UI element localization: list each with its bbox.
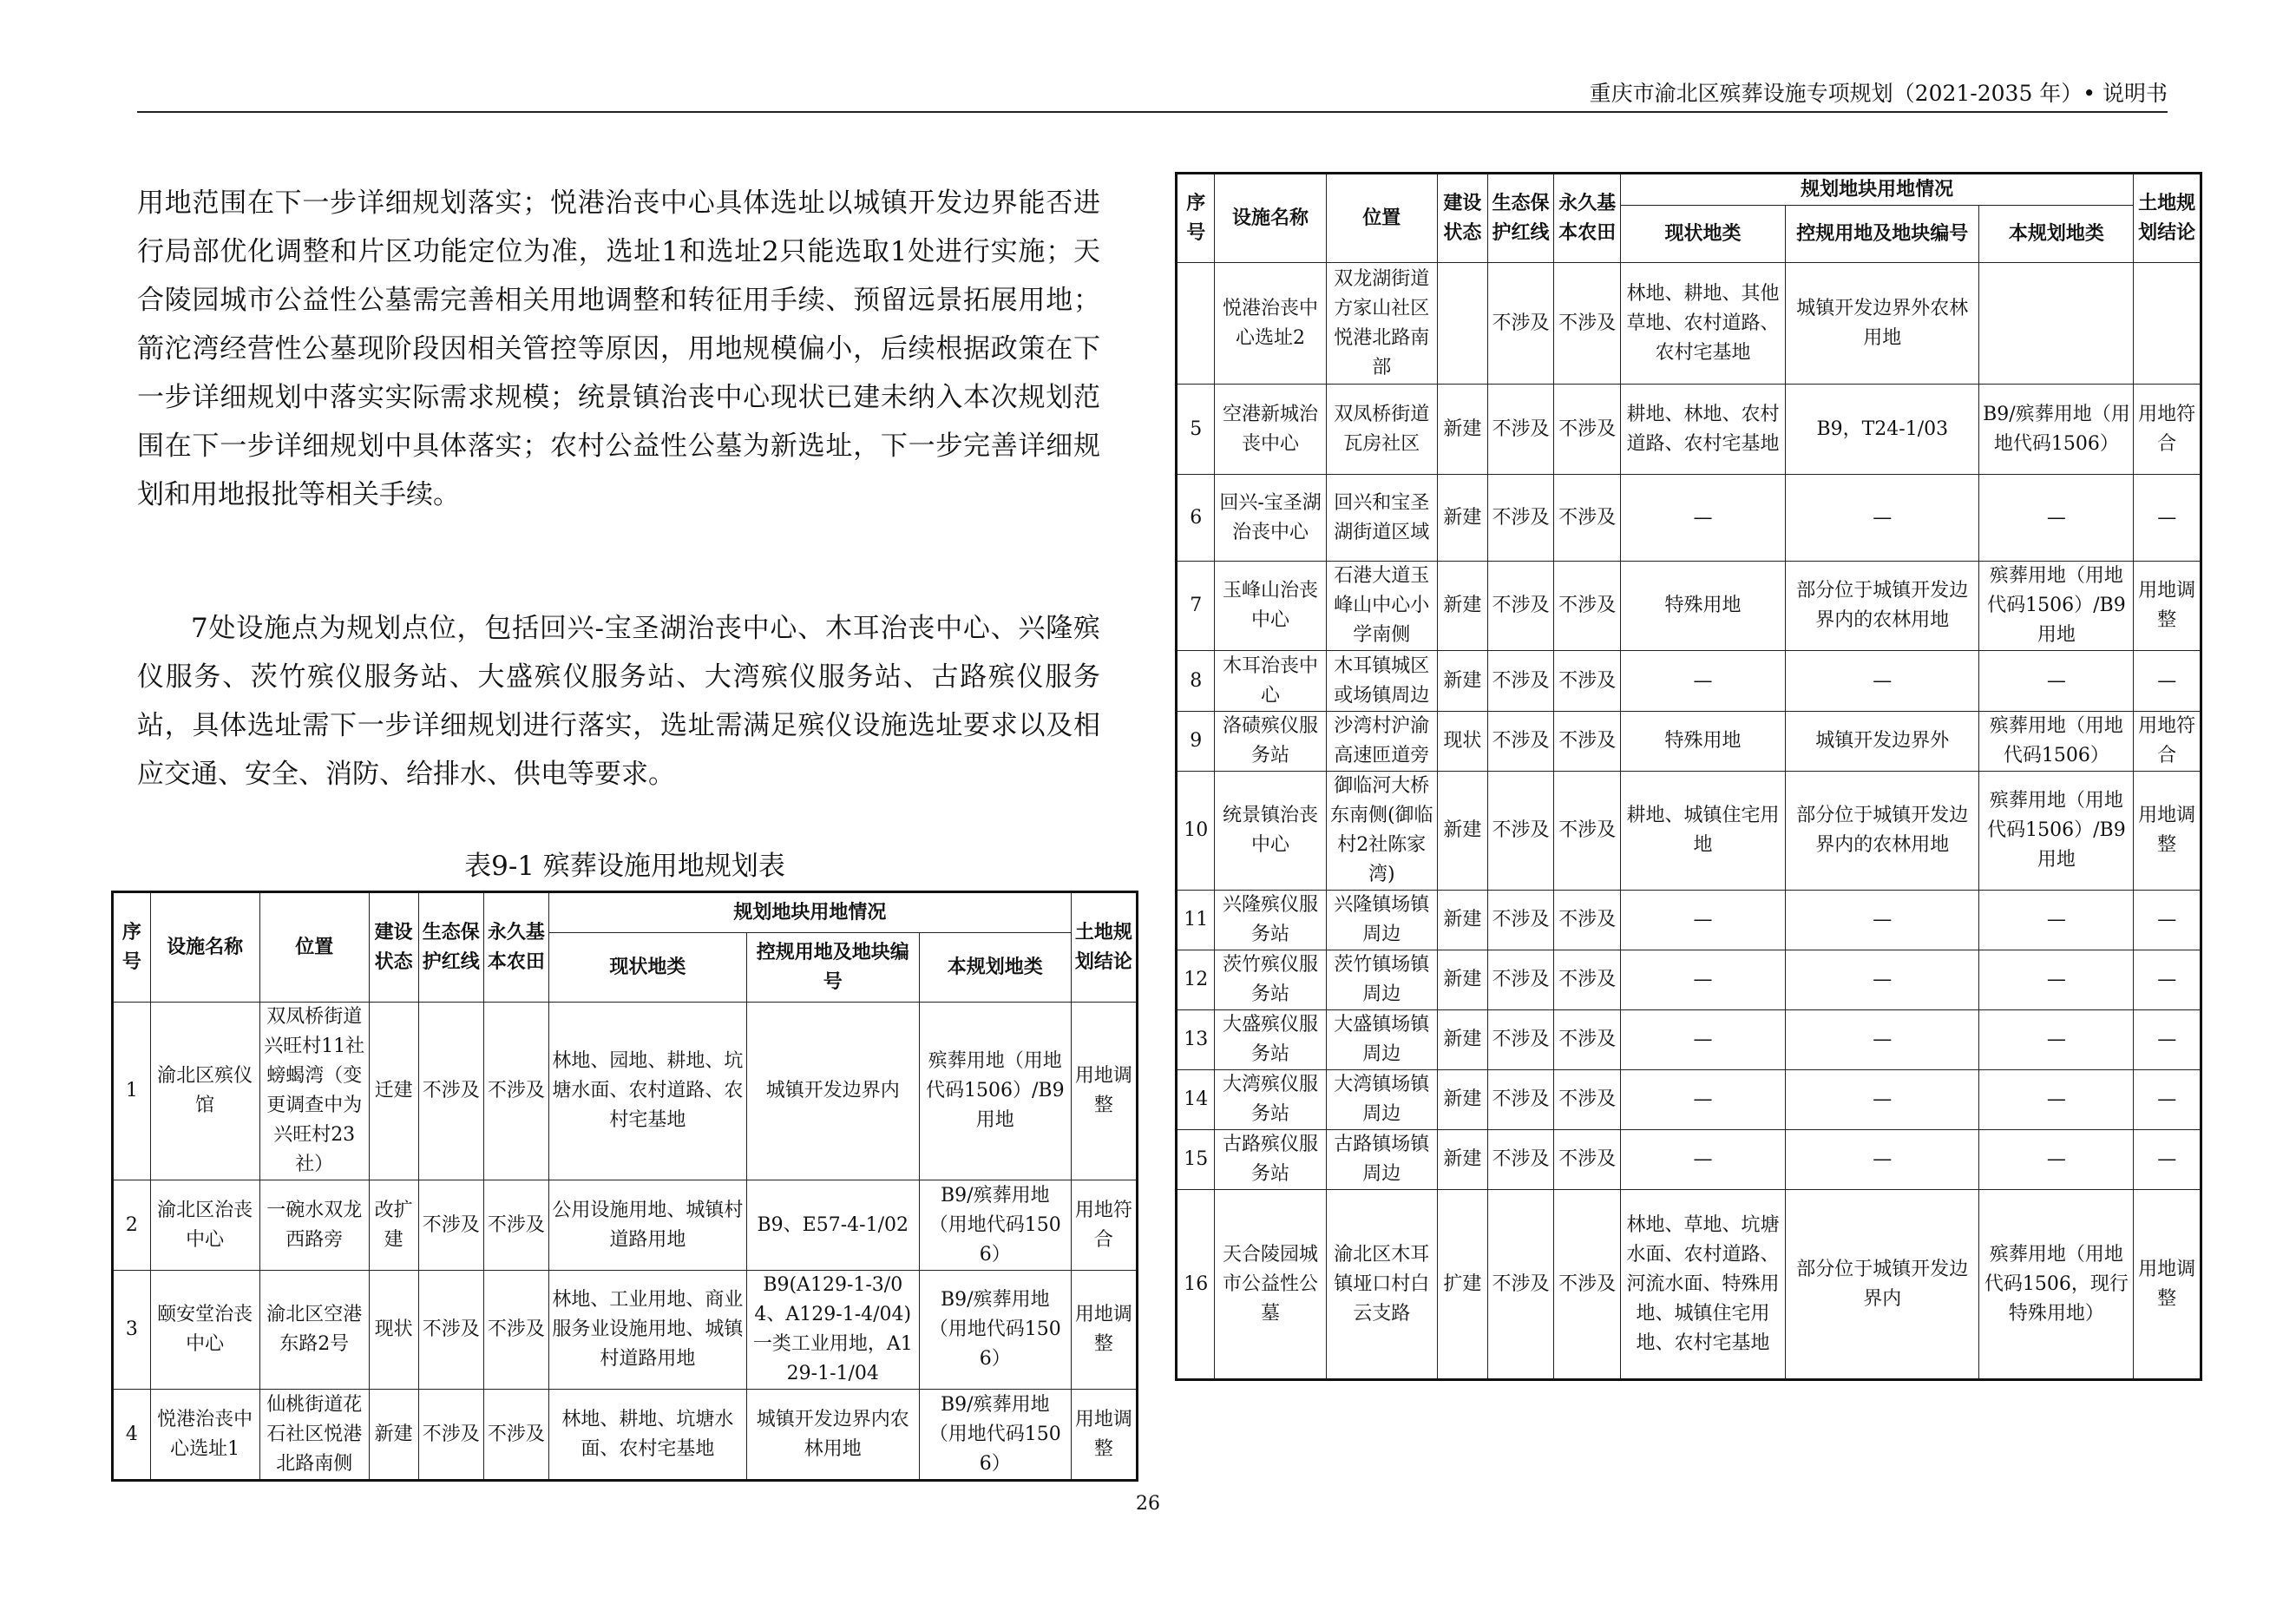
cell-status: 新建 — [1437, 475, 1487, 562]
cell-eco: 不涉及 — [1487, 891, 1554, 950]
cell-status: 现状 — [369, 1271, 418, 1390]
cell-control: 城镇开发边界内农林用地 — [746, 1390, 919, 1480]
cell-conclusion: — — [2134, 1070, 2201, 1130]
cell-status: 新建 — [1437, 1130, 1487, 1190]
cell-location: 沙湾村沪渝高速匝道旁 — [1326, 712, 1437, 772]
cell-location: 仙桃街道花石社区悦港北路南侧 — [259, 1390, 369, 1480]
cell-current: — — [1620, 475, 1785, 562]
cell-location: 木耳镇城区或场镇周边 — [1326, 651, 1437, 712]
cell-status: 新建 — [1437, 385, 1487, 475]
cell-current: — — [1620, 651, 1785, 712]
cell-planned — [1979, 263, 2134, 385]
cell-location: 渝北区木耳镇垭口村白云支路 — [1326, 1190, 1437, 1379]
cell-current: 耕地、林地、农村道路、农村宅基地 — [1620, 385, 1785, 475]
cell-name: 木耳治丧中心 — [1215, 651, 1326, 712]
cell-status: 新建 — [369, 1390, 418, 1480]
cell-control: 部分位于城镇开发边界内 — [1786, 1190, 1979, 1379]
cell-control: B9(A129-1-3/04、A129-1-4/04)一类工业用地，A129-1-1/04 — [746, 1271, 919, 1390]
header-control: 控规用地及地块编号 — [746, 933, 919, 1003]
cell-current: — — [1620, 1130, 1785, 1190]
cell-location: 双凤桥街道瓦房社区 — [1326, 385, 1437, 475]
cell-eco: 不涉及 — [1487, 1130, 1554, 1190]
cell-location: 一碗水双龙西路旁 — [259, 1180, 369, 1271]
cell-planned: 殡葬用地（用地代码1506） — [1979, 712, 2134, 772]
cell-eco: 不涉及 — [1487, 772, 1554, 891]
cell-location: 渝北区空港东路2号 — [259, 1271, 369, 1390]
cell-eco: 不涉及 — [418, 1180, 483, 1271]
cell-name: 天合陵园城市公益性公墓 — [1215, 1190, 1326, 1379]
cell-eco: 不涉及 — [1487, 712, 1554, 772]
cell-location: 大湾镇场镇周边 — [1326, 1070, 1437, 1130]
header-current: 现状地类 — [549, 933, 747, 1003]
table-caption: 表9-1 殡葬设施用地规划表 — [464, 851, 785, 882]
cell-current: 公用设施用地、城镇村道路用地 — [549, 1180, 747, 1271]
cell-conclusion: — — [2134, 1130, 2201, 1190]
cell-name: 回兴-宝圣湖治丧中心 — [1215, 475, 1326, 562]
cell-planned: — — [1979, 1010, 2134, 1070]
cell-current: — — [1620, 950, 1785, 1010]
cell-planned: — — [1979, 1070, 2134, 1130]
cell-farm: 不涉及 — [483, 1390, 548, 1480]
cell-current: 耕地、城镇住宅用地 — [1620, 772, 1785, 891]
cell-status: 新建 — [1437, 891, 1487, 950]
cell-control: — — [1786, 651, 1979, 712]
cell-farm: 不涉及 — [1554, 950, 1621, 1010]
cell-no: 2 — [114, 1180, 151, 1271]
header-group: 规划地块用地情况 — [549, 893, 1072, 933]
cell-farm: 不涉及 — [1554, 1070, 1621, 1130]
cell-current: 特殊用地 — [1620, 562, 1785, 651]
cell-control: 城镇开发边界外农林用地 — [1786, 263, 1979, 385]
header-status: 建设状态 — [1437, 174, 1487, 263]
cell-planned: — — [1979, 950, 2134, 1010]
cell-no: 9 — [1178, 712, 1215, 772]
header-no: 序号 — [114, 893, 151, 1003]
cell-farm: 不涉及 — [1554, 772, 1621, 891]
cell-no: 10 — [1178, 772, 1215, 891]
cell-farm: 不涉及 — [483, 1271, 548, 1390]
cell-name: 渝北区治丧中心 — [150, 1180, 259, 1271]
page-number: 26 — [1136, 1493, 1160, 1515]
cell-no: 3 — [114, 1271, 151, 1390]
cell-location: 古路镇场镇周边 — [1326, 1130, 1437, 1190]
cell-current: 林地、草地、坑塘水面、农村道路、河流水面、特殊用地、城镇住宅用地、农村宅基地 — [1620, 1190, 1785, 1379]
cell-current: 特殊用地 — [1620, 712, 1785, 772]
header-conclusion: 土地规划结论 — [2134, 174, 2201, 263]
header-name: 设施名称 — [1215, 174, 1326, 263]
header-group: 规划地块用地情况 — [1620, 174, 2134, 206]
cell-status: 迁建 — [369, 1003, 418, 1180]
cell-farm: 不涉及 — [1554, 263, 1621, 385]
header-rule — [137, 111, 2168, 113]
cell-control: — — [1786, 1130, 1979, 1190]
cell-planned: 殡葬用地（用地代码1506）/B9用地 — [1979, 562, 2134, 651]
cell-name: 洛碛殡仪服务站 — [1215, 712, 1326, 772]
paragraph-2: 7处设施点为规划点位，包括回兴-宝圣湖治丧中心、木耳治丧中心、兴隆殡仪服务、茨竹殡仪服务站、大盛殡仪服务站、大湾殡仪服务站、古路殡仪服务站，具体选址需下一步详细规划进行落实，选址需满足殡仪设施选址要求以及相应交通、安全、消防、给排水、供电等要求。 — [137, 613, 1100, 790]
cell-conclusion: — — [2134, 891, 2201, 950]
cell-farm: 不涉及 — [1554, 891, 1621, 950]
cell-current: — — [1620, 1070, 1785, 1130]
cell-status: 新建 — [1437, 651, 1487, 712]
cell-location: 回兴和宝圣湖街道区域 — [1326, 475, 1437, 562]
cell-no: 11 — [1178, 891, 1215, 950]
cell-planned: B9/殡葬用地（用地代码1506） — [919, 1180, 1071, 1271]
header-farm: 永久基本农田 — [483, 893, 548, 1003]
header-planned: 本规划地类 — [1979, 206, 2134, 263]
cell-eco: 不涉及 — [1487, 263, 1554, 385]
table-row — [1178, 475, 2201, 562]
cell-name: 茨竹殡仪服务站 — [1215, 950, 1326, 1010]
cell-conclusion: 用地符合 — [2134, 712, 2201, 772]
cell-status: 改扩建 — [369, 1180, 418, 1271]
cell-location: 石港大道玉峰山中心小学南侧 — [1326, 562, 1437, 651]
table-row — [1178, 1070, 2201, 1130]
cell-conclusion: 用地调整 — [1071, 1003, 1136, 1180]
cell-location: 御临河大桥东南侧(御临村2社陈家湾) — [1326, 772, 1437, 891]
cell-name: 悦港治丧中心选址2 — [1215, 263, 1326, 385]
cell-planned: B9/殡葬用地（用地代码1506） — [919, 1271, 1071, 1390]
header-name: 设施名称 — [150, 893, 259, 1003]
cell-conclusion: 用地符合 — [1071, 1180, 1136, 1271]
table-row — [1178, 385, 2201, 475]
cell-farm: 不涉及 — [1554, 712, 1621, 772]
header-location: 位置 — [259, 893, 369, 1003]
header-farm: 永久基本农田 — [1554, 174, 1621, 263]
cell-control: 城镇开发边界内 — [746, 1003, 919, 1180]
cell-eco: 不涉及 — [418, 1271, 483, 1390]
cell-name: 玉峰山治丧中心 — [1215, 562, 1326, 651]
table-row — [1178, 263, 2201, 385]
cell-control: — — [1786, 891, 1979, 950]
cell-planned: — — [1979, 891, 2134, 950]
header-status: 建设状态 — [369, 893, 418, 1003]
cell-no: 4 — [114, 1390, 151, 1480]
cell-farm: 不涉及 — [483, 1003, 548, 1180]
cell-name: 渝北区殡仪馆 — [150, 1003, 259, 1180]
cell-farm: 不涉及 — [1554, 562, 1621, 651]
table-row — [1178, 950, 2201, 1010]
cell-no: 13 — [1178, 1010, 1215, 1070]
cell-current: 林地、耕地、其他草地、农村道路、农村宅基地 — [1620, 263, 1785, 385]
cell-farm: 不涉及 — [1554, 475, 1621, 562]
cell-no: 5 — [1178, 385, 1215, 475]
cell-conclusion: — — [2134, 950, 2201, 1010]
cell-current: 林地、工业用地、商业服务业设施用地、城镇村道路用地 — [549, 1271, 747, 1390]
header-current: 现状地类 — [1620, 206, 1785, 263]
cell-current: 林地、园地、耕地、坑塘水面、农村道路、农村宅基地 — [549, 1003, 747, 1180]
cell-name: 统景镇治丧中心 — [1215, 772, 1326, 891]
cell-eco: 不涉及 — [1487, 651, 1554, 712]
table-row — [1178, 1010, 2201, 1070]
cell-farm: 不涉及 — [1554, 1010, 1621, 1070]
cell-no — [1178, 263, 1215, 385]
cell-no: 8 — [1178, 651, 1215, 712]
cell-eco: 不涉及 — [1487, 562, 1554, 651]
header-eco: 生态保护红线 — [418, 893, 483, 1003]
cell-planned: B9/殡葬用地（用地代码1506） — [1979, 385, 2134, 475]
cell-farm: 不涉及 — [1554, 1130, 1621, 1190]
cell-farm: 不涉及 — [1554, 1190, 1621, 1379]
paragraph-1: 用地范围在下一步详细规划落实；悦港治丧中心具体选址以城镇开发边界能否进行局部优化调整和片区功能定位为准，选址1和选址2只能选取1处进行实施；天合陵园城市公益性公墓需完善相关用地调整和转征用手续、预留远景拓展用地；箭沱湾经营性公墓现阶段因相关管控等原因，用地规模偏小，后续根据政策在下一步详细规划中落实实际需求规模；统景镇治丧中心现状已建未纳入本次规划范围在下一步详细规划中具体落实；农村公益性公墓为新选址，下一步完善详细规划和用地报批等相关手续。 — [137, 187, 1100, 510]
cell-farm: 不涉及 — [1554, 385, 1621, 475]
cell-eco: 不涉及 — [1487, 1070, 1554, 1130]
cell-conclusion: 用地调整 — [2134, 562, 2201, 651]
cell-control: — — [1786, 1010, 1979, 1070]
table-row — [1178, 562, 2201, 651]
cell-current: 林地、耕地、坑塘水面、农村宅基地 — [549, 1390, 747, 1480]
table-row — [114, 1003, 1137, 1180]
cell-planned: — — [1979, 651, 2134, 712]
cell-conclusion: 用地调整 — [2134, 1190, 2201, 1379]
cell-status: 新建 — [1437, 950, 1487, 1010]
cell-current: — — [1620, 891, 1785, 950]
table-row — [1178, 891, 2201, 950]
cell-conclusion: 用地符合 — [2134, 385, 2201, 475]
cell-name: 颐安堂治丧中心 — [150, 1271, 259, 1390]
cell-control: — — [1786, 1070, 1979, 1130]
table-row — [1178, 1190, 2201, 1379]
cell-status: 新建 — [1437, 1010, 1487, 1070]
cell-location: 茨竹镇场镇周边 — [1326, 950, 1437, 1010]
land-use-table-right — [1177, 174, 2201, 1379]
header-eco: 生态保护红线 — [1487, 174, 1554, 263]
cell-eco: 不涉及 — [418, 1003, 483, 1180]
cell-planned: 殡葬用地（用地代码1506，现行特殊用地） — [1979, 1190, 2134, 1379]
land-use-table-left — [113, 892, 1137, 1480]
cell-name: 大湾殡仪服务站 — [1215, 1070, 1326, 1130]
cell-current: — — [1620, 1010, 1785, 1070]
cell-status: 新建 — [1437, 1070, 1487, 1130]
table-row — [1178, 651, 2201, 712]
cell-control: B9、E57-4-1/02 — [746, 1180, 919, 1271]
page-header: 重庆市渝北区殡葬设施专项规划（2021-2035 年）• 说明书 — [1589, 81, 2168, 106]
cell-status — [1437, 263, 1487, 385]
cell-name: 大盛殡仪服务站 — [1215, 1010, 1326, 1070]
cell-conclusion: 用地调整 — [1071, 1271, 1136, 1390]
table-row — [1178, 1130, 2201, 1190]
cell-location: 兴隆镇场镇周边 — [1326, 891, 1437, 950]
header-location: 位置 — [1326, 174, 1437, 263]
cell-location: 双龙湖街道方家山社区悦港北路南部 — [1326, 263, 1437, 385]
cell-no: 6 — [1178, 475, 1215, 562]
cell-location: 双凤桥街道兴旺村11社螃蝎湾（变更调查中为兴旺村23社） — [259, 1003, 369, 1180]
cell-conclusion: 用地调整 — [1071, 1390, 1136, 1480]
cell-farm: 不涉及 — [483, 1180, 548, 1271]
cell-planned: — — [1979, 1130, 2134, 1190]
table-row — [114, 1180, 1137, 1271]
cell-name: 空港新城治丧中心 — [1215, 385, 1326, 475]
table-row — [114, 1390, 1137, 1480]
cell-planned: 殡葬用地（用地代码1506）/B9用地 — [919, 1003, 1071, 1180]
table-row — [1178, 712, 2201, 772]
cell-status: 新建 — [1437, 562, 1487, 651]
cell-planned: — — [1979, 475, 2134, 562]
cell-no: 16 — [1178, 1190, 1215, 1379]
cell-eco: 不涉及 — [1487, 1190, 1554, 1379]
cell-control: — — [1786, 950, 1979, 1010]
cell-status: 新建 — [1437, 772, 1487, 891]
cell-planned: 殡葬用地（用地代码1506）/B9用地 — [1979, 772, 2134, 891]
header-planned: 本规划地类 — [919, 933, 1071, 1003]
cell-conclusion: — — [2134, 651, 2201, 712]
cell-no: 1 — [114, 1003, 151, 1180]
cell-conclusion: 用地调整 — [2134, 772, 2201, 891]
cell-no: 12 — [1178, 950, 1215, 1010]
cell-eco: 不涉及 — [418, 1390, 483, 1480]
header-conclusion: 土地规划结论 — [1071, 893, 1136, 1003]
table-row — [1178, 772, 2201, 891]
header-no: 序号 — [1178, 174, 1215, 263]
cell-eco: 不涉及 — [1487, 475, 1554, 562]
cell-location: 大盛镇场镇周边 — [1326, 1010, 1437, 1070]
cell-planned: B9/殡葬用地（用地代码1506） — [919, 1390, 1071, 1480]
cell-no: 15 — [1178, 1130, 1215, 1190]
cell-no: 7 — [1178, 562, 1215, 651]
cell-control: 部分位于城镇开发边界内的农林用地 — [1786, 562, 1979, 651]
cell-control: B9，T24-1/03 — [1786, 385, 1979, 475]
cell-status: 扩建 — [1437, 1190, 1487, 1379]
cell-name: 悦港治丧中心选址1 — [150, 1390, 259, 1480]
cell-eco: 不涉及 — [1487, 950, 1554, 1010]
cell-eco: 不涉及 — [1487, 385, 1554, 475]
cell-no: 14 — [1178, 1070, 1215, 1130]
cell-control: — — [1786, 475, 1979, 562]
cell-control: 部分位于城镇开发边界内的农林用地 — [1786, 772, 1979, 891]
cell-name: 兴隆殡仪服务站 — [1215, 891, 1326, 950]
header-control: 控规用地及地块编号 — [1786, 206, 1979, 263]
cell-name: 古路殡仪服务站 — [1215, 1130, 1326, 1190]
cell-conclusion — [2134, 263, 2201, 385]
cell-farm: 不涉及 — [1554, 651, 1621, 712]
cell-conclusion: — — [2134, 1010, 2201, 1070]
table-row — [114, 1271, 1137, 1390]
cell-eco: 不涉及 — [1487, 1010, 1554, 1070]
cell-conclusion: — — [2134, 475, 2201, 562]
cell-control: 城镇开发边界外 — [1786, 712, 1979, 772]
cell-status: 现状 — [1437, 712, 1487, 772]
